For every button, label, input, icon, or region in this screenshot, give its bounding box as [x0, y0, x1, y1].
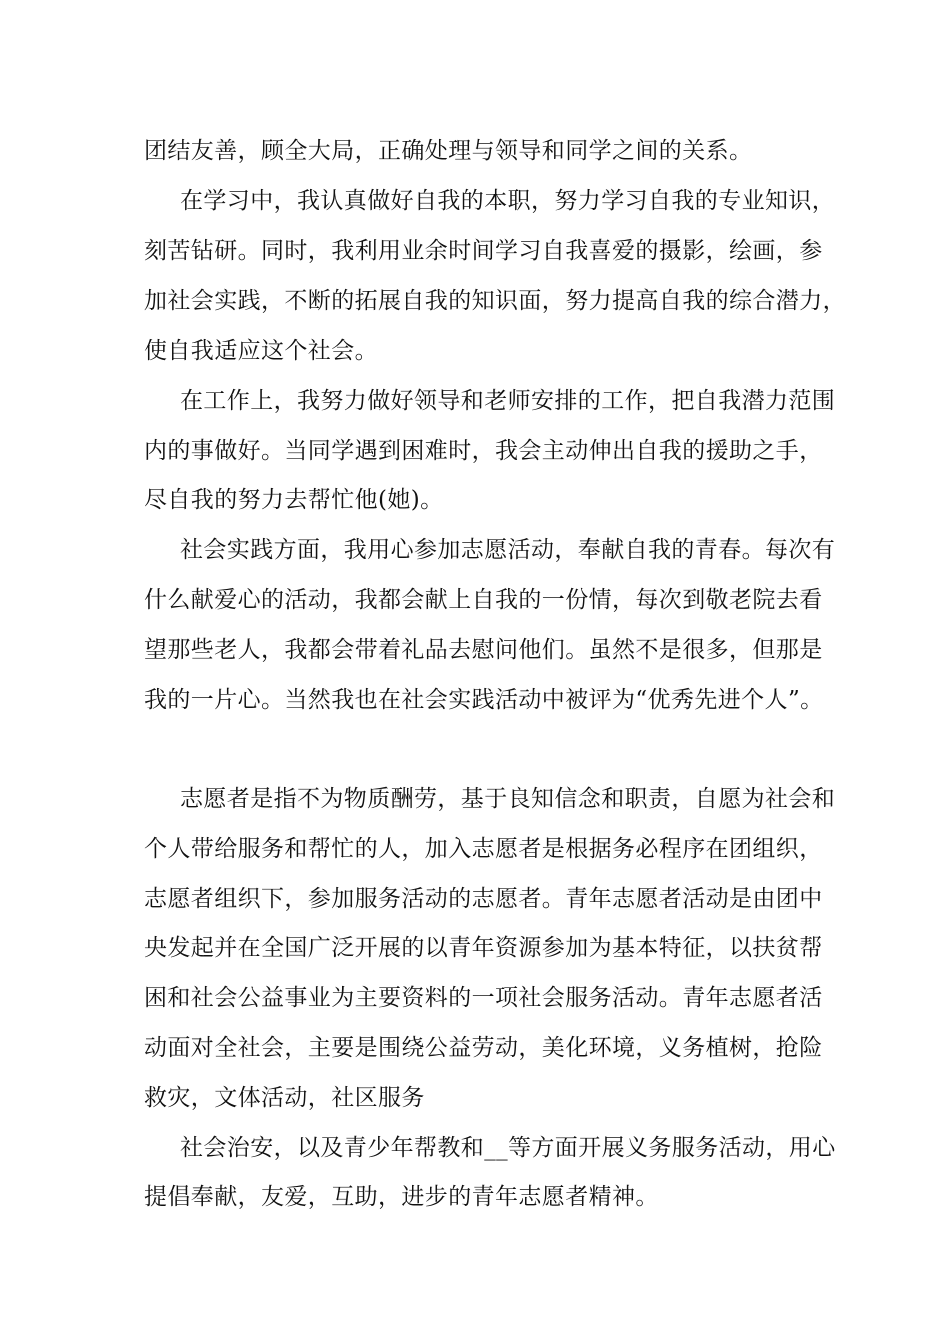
text-line: 志愿者是指不为物质酬劳，基于良知信念和职责，自愿为社会和: [180, 786, 836, 812]
text-line: 困和社会公益事业为主要资料的一项社会服务活动。青年志愿者活: [144, 985, 823, 1011]
text-line: 个人带给服务和帮忙的人，加入志愿者是根据务必程序在团组织，: [144, 836, 823, 862]
text-line: 尽自我的努力去帮忙他(她)。: [144, 487, 444, 513]
text-line: 使自我适应这个社会。: [144, 338, 378, 364]
text-line: 加社会实践，不断的拓展自我的知识面，努力提高自我的综合潜力，: [144, 288, 846, 314]
text-line: 提倡奉献，友爱，互助，进步的青年志愿者精神。: [144, 1184, 659, 1210]
text-line: 刻苦钻研。同时，我利用业余时间学习自我喜爱的摄影，绘画，参: [144, 238, 823, 264]
text-line: 望那些老人，我都会带着礼品去慰问他们。虽然不是很多，但那是: [144, 637, 823, 663]
text-line: 动面对全社会，主要是围绕公益劳动，美化环境，义务植树，抢险: [144, 1035, 823, 1061]
text-line: 在学习中，我认真做好自我的本职，努力学习自我的专业知识，: [180, 188, 836, 214]
text-line: 我的一片心。当然我也在社会实践活动中被评为“优秀先进个人”。: [144, 687, 824, 713]
text-line: 内的事做好。当同学遇到困难时，我会主动伸出自我的援助之手，: [144, 438, 823, 464]
text-line: 社会实践方面，我用心参加志愿活动，奉献自我的青春。每次有: [180, 537, 836, 563]
text-line: 救灾，文体活动，社区服务: [144, 1085, 425, 1111]
text-line: 什么献爱心的活动，我都会献上自我的一份情，每次到敬老院去看: [144, 587, 823, 613]
text-line: 团结友善，顾全大局，正确处理与领导和同学之间的关系。: [144, 138, 753, 164]
text-line: 志愿者组织下，参加服务活动的志愿者。青年志愿者活动是由团中: [144, 886, 823, 912]
text-line: 央发起并在全国广泛开展的以青年资源参加为基本特征，以扶贫帮: [144, 935, 823, 961]
text-line: 在工作上，我努力做好领导和老师安排的工作，把自我潜力范围: [180, 388, 836, 414]
text-line: 社会治安，以及青少年帮教和__等方面开展义务服务活动，用心: [180, 1135, 836, 1161]
